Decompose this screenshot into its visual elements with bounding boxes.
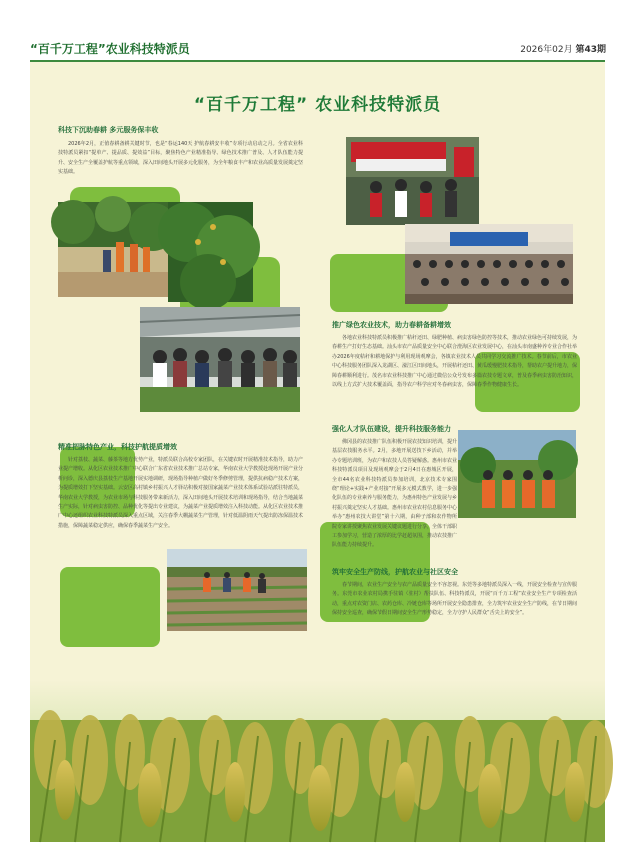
section-5-heading: 筑牢安全生产防线，护航农业与社区安全 bbox=[332, 568, 458, 576]
section-1-heading: 科技下沉助春耕 多元服务保丰收 bbox=[58, 126, 159, 134]
rice-field-image bbox=[30, 680, 605, 842]
section-4-body: 佛冈县的农技推广队伍积极开展农技知识培训，提升基层农技服务水平。2月，多地开展送技下乡活动，并举办专题培训班，为农户和农技人员答疑解惑。惠州市农业科技特派员项目及现场观摩会于2月4日在惠城区开展，全市44名农业科技特派员参加培训，北京技术专家围绕“理论+实践+产业对接”开展多元模式教学，进一步强化队伍的专业素养与服务能力，为惠州特色产业发展与乡村振兴奠定坚实人才基础。惠州市农业农村信息服务中心举办“惠州农技大讲堂”第十六期，由种子部和农作物所院专家讲授聚焦农业发展关键议题进行分享，全体干部职工参加学习，营造了浓厚的比学赶超氛围，推动农技推广队伍能力持续提升。 bbox=[332, 439, 458, 549]
greenhouse-photo bbox=[140, 307, 300, 412]
header-title: “百千万工程”农业科技特派员 bbox=[30, 42, 190, 56]
section-2-heading: 精准把脉特色产业，科技护航提质增效 bbox=[58, 443, 177, 451]
main-title: “百千万工程” 农业科技特派员 bbox=[193, 95, 442, 115]
orchard-photo bbox=[58, 202, 168, 297]
field-team-photo bbox=[458, 430, 576, 518]
section-3-heading: 推广绿色农业技术，助力春耕备耕增效 bbox=[332, 321, 451, 329]
issue-number: 第43期 bbox=[575, 45, 606, 55]
conference-photo bbox=[405, 224, 573, 304]
issue-date: 2026年02月 bbox=[520, 45, 573, 55]
section-3-body: 各地农业科技特派员积极推广秸秆还田、绿肥种植、病虫害绿色防控等技术，推动农业绿色可持续发展，为春耕生产打好生态基础。汕头市农产品质量安全中心联合澄海区农业发展中心，在汕头市南盛种养专业合作社举办2026年度秸秆和耕地保护与利用现场观摩会，各镇农业技术人员共同学习交流推广技术。春节前后，市农业中心科技服务团队深入龙湖区、濠江区田间地头，开展秸秆还田、黄瓜缓慢肥技术指导，帮助农户提升地力，保障春耕顺利进行。茂名市农业科技推广中心通过微信公众号发布多篇农技专题文章，普及春季病虫害防治知识，以线上方式扩大技术覆盖面，指导农户科学应对冬春病虫害，保障春季作物健康生长。 bbox=[332, 335, 578, 389]
section-1-body: 2026年2月，正值春耕备耕关键时节，也是“春运140天 护航春耕安丰收”专项行动启动之月。全省农业科技特派员紧扣“提单产、提品质、提效益”目标，聚焦特色产业精准指导、绿色技术推广普及、人才队伍能力提升、安全生产全覆盖护航等重点领域，深入田间地头开展多元化服务，为全年粮食丰产和农业高质量发展奠定坚实基础。 bbox=[58, 141, 304, 176]
section-4-heading: 强化人才队伍建设，提升科技服务能力 bbox=[332, 425, 451, 433]
section-5-body: 春节期间，农业生产安全与农产品质量安全不容忽视。东莞等多地特派员深入一线，开展安全检查与宣传服务。东莞市农业农村局携手驻镇（驻村）帮扶队伍、科技特派员，开展“百千万工程”农业安全生产专项检查活动，重点对农资门店、农药仓库、冷链仓库等场所开展安全隐患排查，全力筑牢农业安全生产防线，在节日期间保持安全巡查，确保节假日期间安全生产形势稳定，全力守护人民群众“舌尖上的安全”。 bbox=[332, 582, 578, 617]
header-date bbox=[520, 42, 606, 55]
section-2-body: 针对荔枝、蔬菜、藤茶等地方优势产业，特派员联合高校专家团队，在关键农时开展精准技术指导，助力产业提产增收。从化区农业技术推广中心联合广东省农业技术推广总站专家，华南农业大学教授赴现场开展产业分析问诊，深入德庆县荔枝生产基地开展实地调研，现场指导种植户做好冬季修剪管理，提供抗病稳产技术方案，为提质增效打下坚实基础。云安区高村镇乡村振兴人才驿站积极对接国家蔬菜产业技术体系试验站派驻特派员，华南农业大学教授，为农业市场与科技服务带来新活力，深入田间地头开展技术培训和现场指导，结合当地蔬菜生产实际，针对病虫害防控、品种优化等提出专业建议，为蔬菜产业提质增效注入科技动能。从化区农业技术推广中心还组织农业科技特派员深入重点区域，关注春季大棚蔬菜生产管理，针对低温阴雨天气提出防冻保温技术措施，保障蔬菜稳定供应，确保春季蔬菜生产安全。 bbox=[58, 457, 304, 529]
tree-photo bbox=[168, 202, 253, 302]
banner-event-photo bbox=[346, 137, 479, 225]
page-header bbox=[0, 0, 640, 62]
